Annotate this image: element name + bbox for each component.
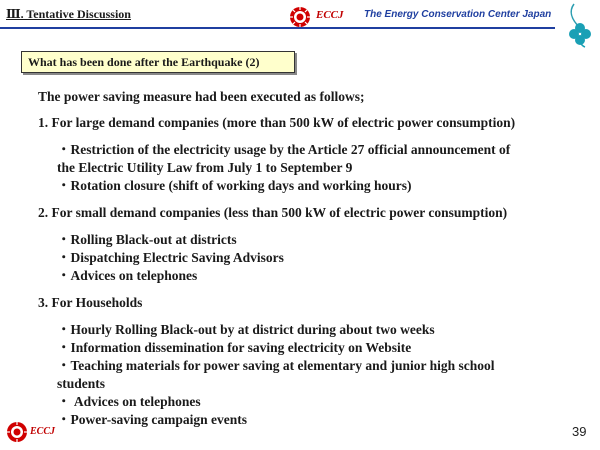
eccj-logo-icon — [289, 6, 311, 28]
header-divider — [0, 27, 555, 29]
section-1-item: the Electric Utility Law from July 1 to September 9 — [57, 160, 353, 175]
section-3-item: ・Information dissemination for saving electricity on Website — [57, 340, 412, 355]
section-2-item: ・Advices on telephones — [57, 268, 198, 283]
footer-eccj-logo-icon — [6, 421, 28, 443]
section-title: Ⅲ. Tentative Discussion — [6, 7, 131, 21]
section-1-item: ・Restriction of the electricity usage by the Article 27 official announcement of — [57, 142, 511, 157]
slide-subtitle: What has been done after the Earthquake (2) — [21, 51, 295, 73]
section-2-item: ・Dispatching Electric Saving Advisors — [57, 250, 284, 265]
section-3-item: students — [57, 376, 106, 391]
page-number: 39 — [572, 424, 587, 439]
section-2-item: ・Rolling Black-out at districts — [57, 232, 237, 247]
section-3-item: ・ Advices on telephones — [57, 394, 201, 409]
header-org-abbr: ECCJ — [316, 9, 344, 21]
section-1-item: ・Rotation closure (shift of working days and working hours) — [57, 178, 412, 193]
section-3-item: ・Power-saving campaign events — [57, 412, 247, 427]
clover-mascot-icon — [560, 2, 600, 48]
section-1-heading: 1. For large demand companies (more than 500 kW of electric power consumption) — [38, 115, 516, 130]
section-3-item: ・Teaching materials for power saving at elementary and junior high school — [57, 358, 495, 373]
footer-org-abbr: ECCJ — [30, 426, 56, 437]
section-3-heading: 3. For Households — [38, 295, 143, 310]
header-org-name: The Energy Conservation Center Japan — [364, 9, 552, 20]
intro-text: The power saving measure had been executed as follows; — [38, 89, 365, 104]
section-2-heading: 2. For small demand companies (less than 500 kW of electric power consumption) — [38, 205, 508, 220]
section-3-item: ・Hourly Rolling Black-out by at district during about two weeks — [57, 322, 435, 337]
